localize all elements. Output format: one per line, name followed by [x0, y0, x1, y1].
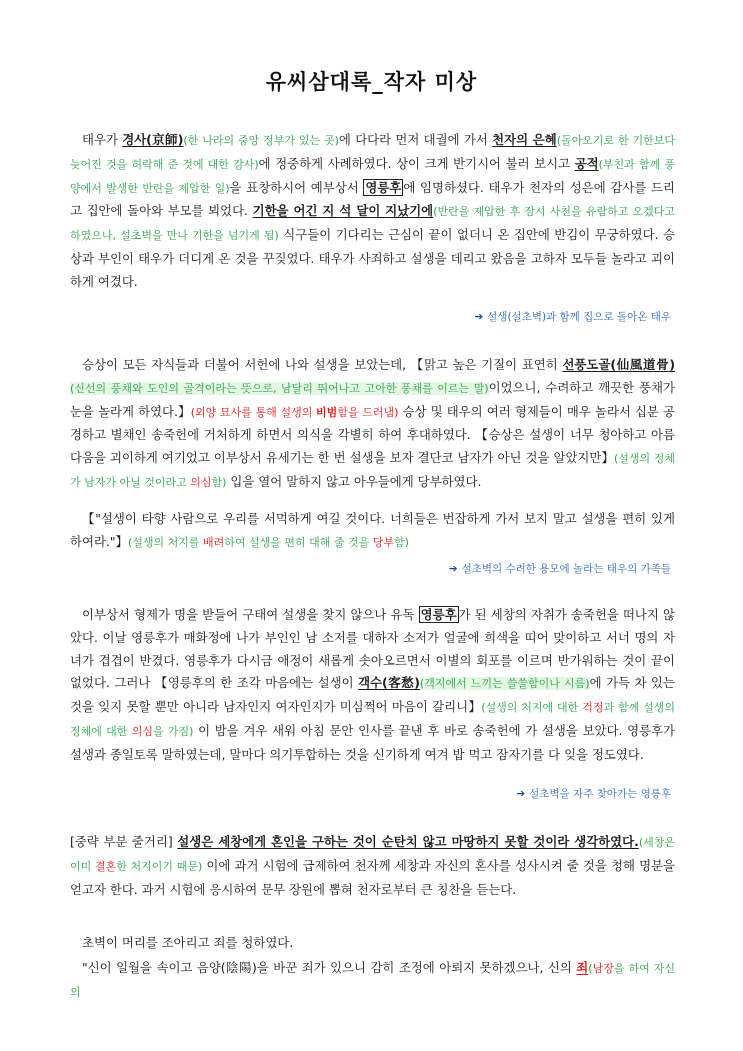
keyword: 기한을 어긴 지 석 달이 지났기에 — [252, 203, 434, 219]
text: 이었으니, 수려하고 깨끗한 풍채가 눈을 놀라게 하였다.】 — [70, 379, 675, 419]
annotation: 을 하여 자신의 — [70, 962, 676, 999]
text: 에 다다라 먼저 대궐에 가서 — [338, 132, 493, 147]
page-title: 유씨삼대록_작자 미상 — [265, 70, 478, 94]
paragraph-3 — [70, 604, 675, 767]
boxed-keyword: 영릉후 — [365, 179, 402, 195]
text: 입을 열어 말하지 않고 아우들에게 당부하였다. — [226, 473, 482, 489]
text: 초벽이 머리를 조아리고 죄를 청하였다. — [82, 935, 294, 950]
annotation-emphasis: 배려 — [202, 535, 225, 549]
text: "신이 일월을 속이고 음양(陰陽)을 바꾼 죄가 있으니 감히 조정에 아뢰지 못하겠으나, 신의 — [82, 960, 577, 975]
text: 태우가 — [82, 132, 123, 147]
annotation: 과 함께 설생의 정체에 대한 — [70, 701, 676, 738]
annotation: ( — [588, 962, 593, 975]
paragraph-2-quote — [70, 508, 675, 555]
keyword: 죄 — [576, 960, 589, 975]
paragraph-2 — [70, 354, 675, 495]
annotation: (설생의 정체가 남자가 아닐 것이라고 — [70, 452, 675, 489]
summary-2: ➔ 설초벽의 수려한 용모에 놀라는 태우의 가족들 — [448, 563, 671, 575]
annotation: (설생의 처지에 대한 — [481, 701, 583, 715]
annotation: (한 나라의 중앙 정부가 있는 곳) — [183, 134, 339, 147]
annotation: (객지에서 느끼는 쓸쓸함이나 시름) — [419, 677, 590, 691]
text: 식구들이 기다리는 근심이 끝이 없더니 온 집안에 반김이 무궁하였다. 승상과 부인이 태우가 더디게 온 것을 꾸짖었다. 태우가 사죄하고 설생을 데리고 왔음을 고하자 모두들 놀라고 괴이하게 여겼다. — [70, 227, 675, 289]
text: 승상 및 태우의 여러 형제들이 매우 놀라서 십분 공경하고 별채인 송죽헌에 거처하게 하면서 의식을 각별히 하여 후대하였다. 【승상은 설생이 너무 청아하고 아름다움을 괴이하게 여기었고 이부상서 유세기는 한 번 설생을 보자 결단코 남자가 아닌 것을 알았지만】 — [70, 403, 675, 466]
text: 【"설생이 타향 사람으로 우리를 서먹하게 여길 것이다. 너희들은 번잡하게 가서 보지 말고 설생을 편히 있게 하여라."】 — [70, 511, 675, 549]
annotation-emphasis: 의심 — [131, 724, 153, 738]
keyword: 설생은 세창에게 혼인을 구하는 것이 순탄치 않고 마땅하지 못할 것이라 생각하였다. — [177, 834, 639, 849]
text: 에 임명하셨다. 태우가 천자의 성은에 감사를 드리고 집안에 돌아와 부모를 뵈었다. — [70, 179, 675, 219]
annotation: 한 처지이기 때문) — [116, 859, 203, 873]
annotation: 을 가짐) — [152, 724, 194, 738]
keyword: 경사(京師) — [122, 132, 184, 147]
summary-3: ➔ 설초벽을 자주 찾아가는 영릉후 — [516, 788, 671, 800]
annotation: 함) — [394, 535, 409, 549]
keyword: 선풍도골(仙風道骨) — [562, 357, 676, 372]
annotation: 함을 드러냄) — [337, 405, 399, 419]
keyword: 공적 — [574, 155, 599, 171]
paragraph-1 — [70, 129, 675, 294]
annotation: (세창은 이미 — [70, 836, 675, 873]
annotation: 함) — [211, 475, 227, 489]
text: 가 된 세창의 자취가 송죽헌을 떠나지 않았다. 이날 영릉후가 매화정에 나가 부인인 남 소저를 대하자 소저가 얼굴에 희색을 띠어 맞이하고 서너 명의 자녀가 겹겹이 반겼다. 영릉후가 다시금 애정이 새롭게 솟아오르면서 이별의 회포를 이르며 반가워하는 것이 끝이 없었다. 그러나 【영릉후의 한 조각 마음에는 설생이 — [70, 607, 675, 691]
text: 에 가득 차 있는 것을 잊지 못할 뿐만 아니라 남자인지 여자인지가 미심쩍어 마음이 갈리니】 — [70, 675, 675, 715]
text: 이 밤을 겨우 새워 아침 문안 인사를 끝낸 후 바로 송죽헌에 가 설생을 보았다. 영릉후가 설생과 종일토록 말하였는데, 말마다 의기투합하는 것을 신기하게 여겨 밥 먹고 잠자기를 다 잊을 정도였다. — [70, 722, 676, 762]
paragraph-4 — [70, 831, 675, 901]
paragraph-6 — [70, 957, 675, 1005]
arrow-right-icon: ➔ — [516, 788, 526, 800]
keyword: 객수(客愁) — [358, 675, 420, 691]
annotation-emphasis: 걱정 — [582, 701, 604, 715]
text: [중략 부분 줄거리] — [70, 834, 178, 849]
annotation-emphasis: 비범 — [316, 405, 338, 419]
annotation: (외양 묘사를 통해 설생의 — [190, 405, 317, 419]
annotation: (부친과 함께 풍양에서 발생한 반란을 제압한 일) — [70, 157, 676, 195]
annotation: (돌아오기로 한 기한보다 늦어진 것을 허락해 준 것에 대한 감사) — [70, 134, 676, 171]
annotation: (설생의 처지를 — [127, 535, 203, 549]
text: 이부상서 형제가 명을 받들어 구태여 설생을 찾지 않으나 유독 — [82, 607, 419, 622]
annotation: (신선의 풍채와 도인의 골격이라는 뜻으로, 남달리 뛰어나고 고아한 풍채를 이르는 말) — [70, 381, 489, 395]
annotation: 하여 설생을 편히 대해 줄 것을 — [224, 535, 373, 549]
annotation-emphasis: 결혼 — [94, 859, 117, 873]
keyword: 천자의 은혜 — [492, 132, 557, 147]
paragraph-5 — [70, 932, 675, 955]
text: 승상이 모든 자식들과 더불어 서헌에 나와 설생을 보았는데, 【맑고 높은 기질이 표연히 — [82, 357, 563, 372]
annotation: (반란을 제압한 후 잠시 사천을 유람하고 오겠다고 하였으나, 설초벽을 만나 기한을 넘기게 됨) — [70, 205, 675, 243]
annotation-emphasis: 남장 — [592, 962, 614, 975]
annotation-emphasis: 당부 — [372, 535, 395, 549]
boxed-keyword: 영릉후 — [420, 607, 457, 622]
arrow-right-icon: ➔ — [448, 563, 458, 575]
text: 이에 과거 시험에 급제하여 천자께 세창과 자신의 혼사를 성사시켜 줄 것을 청해 명분을 얻고자 한다. 과거 시험에 응시하여 문무 장원에 뽑혀 천자로부터 큰 칭찬을 듣는다. — [70, 857, 676, 897]
text: 에 정중하게 사례하였다. 상이 크게 반기시어 불러 보시고 — [258, 155, 575, 171]
summary-1: ➔ 설생(설초벽)과 함께 집으로 돌아온 태우 — [474, 311, 671, 323]
annotation-emphasis: 의심 — [190, 475, 212, 489]
text: 을 표창하시어 예부상서 — [229, 179, 364, 195]
arrow-right-icon: ➔ — [474, 311, 484, 323]
